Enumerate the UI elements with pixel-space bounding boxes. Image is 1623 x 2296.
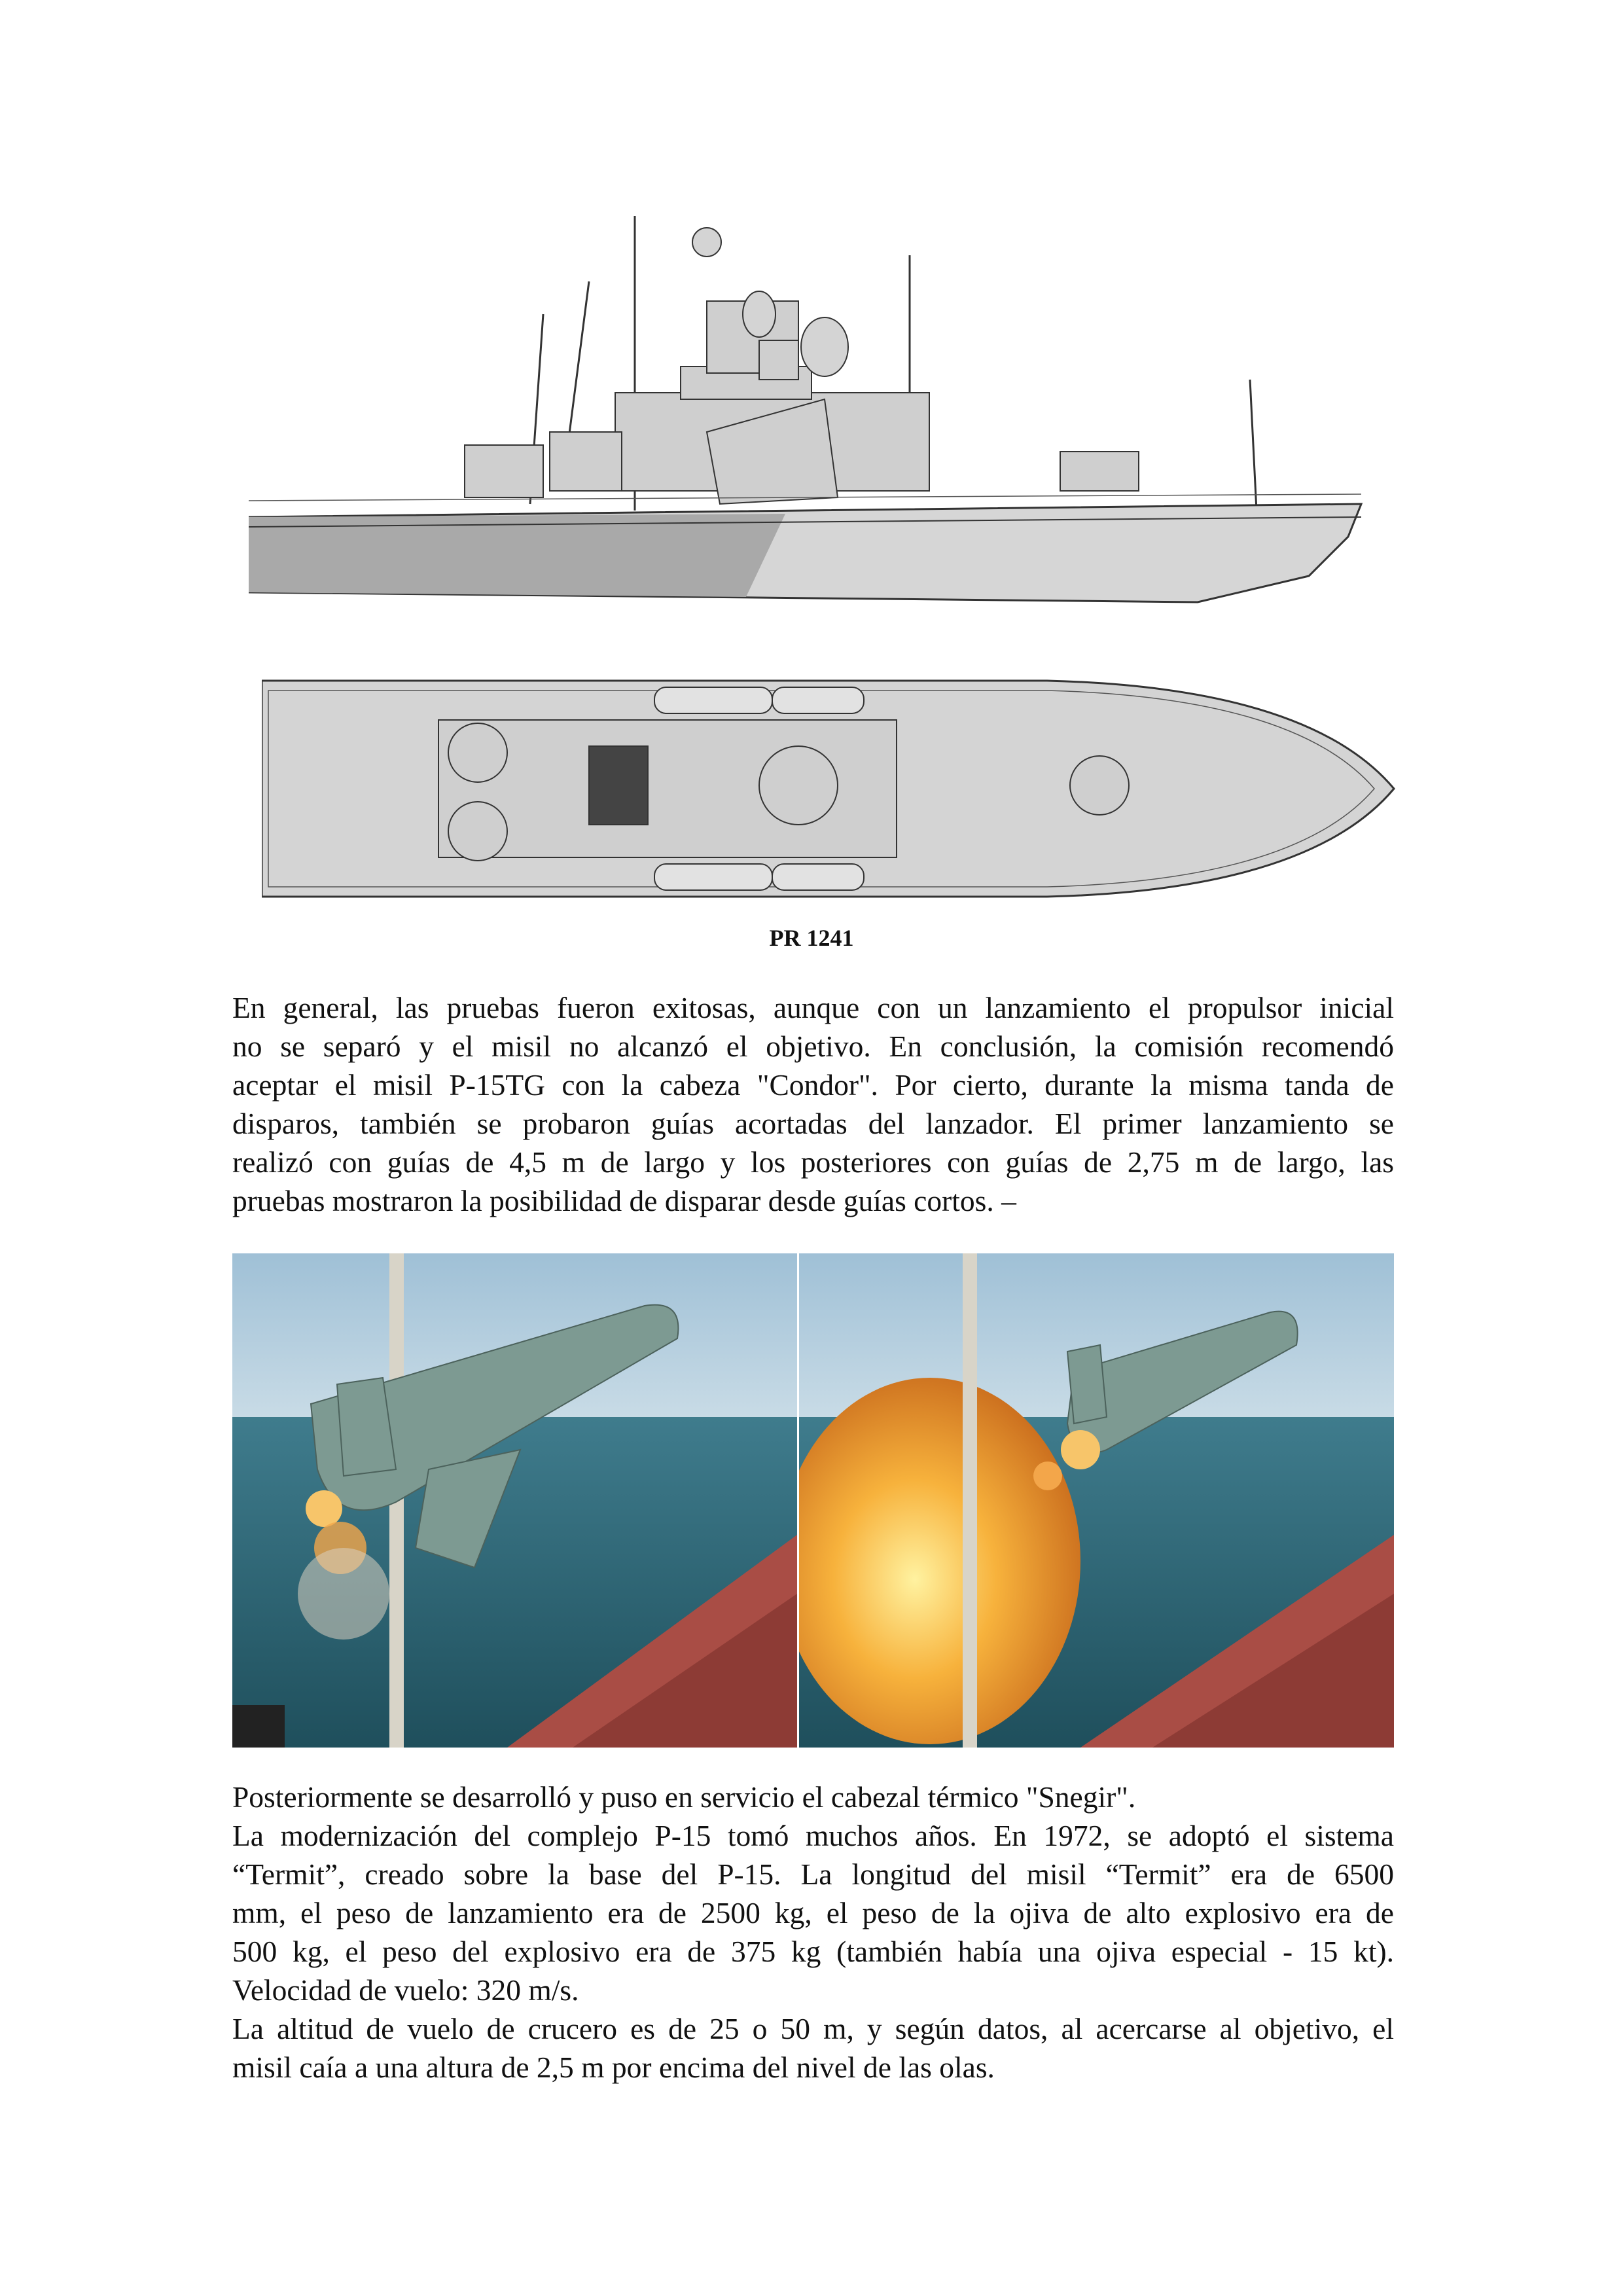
launch-photo-right [799,1253,1394,1748]
paragraph-1 [232,988,1394,1220]
ship-profile-drawing [249,196,1387,615]
paragraph-1-line: En general, las pruebas fueron exitosas, aunque con un lanzamiento el propulsor inicial [232,991,1394,1024]
profile-superstructure [465,301,1139,504]
paragraph-2-line: “Termit”, creado sobre la base del P-15. La longitud del misil “Termit” era de 6500 [232,1857,1394,1891]
paragraph-2-line: La altitud de vuelo de crucero es de 25 o 50 m, y según datos, al acercarse al objetivo, el [232,2012,1394,2045]
paragraph-2-line: Posteriormente se desarrolló y puso en servicio el cabezal térmico "Snegir". [232,1780,1136,1814]
paragraph-2 [232,1778,1394,2087]
paragraph-2-line: La modernización del complejo P-15 tomó muchos años. En 1972, se adoptó el sistema [232,1819,1394,1852]
paragraph-1-line: realizó con guías de 4,5 m de largo y los posteriores con guías de 2,75 m de largo, las [232,1145,1394,1179]
paragraph-2-line: mm, el peso de lanzamiento era de 2500 kg, el peso de la ojiva de alto explosivo era de [232,1896,1394,1929]
paragraph-1-line: disparos, también se probaron guías acortadas del lanzador. El primer lanzamiento se [232,1107,1394,1140]
paragraph-2-line: 500 kg, el peso del explosivo era de 375 kg (también había una ojiva especial - 15 kt). [232,1935,1394,1968]
paragraph-1-line: no se separó y el misil no alcanzó el objetivo. En conclusión, la comisión recomendó [232,1030,1394,1063]
figure-caption: PR 1241 [769,925,854,951]
paragraph-1-line: pruebas mostraron la posibilidad de disparar desde guías cortos. – [232,1184,1016,1217]
ship-plan-drawing [262,661,1400,916]
profile-hull [249,494,1361,602]
launch-photo-left [232,1253,797,1748]
paragraph-2-line: Velocidad de vuelo: 320 m/s. [232,1973,579,2007]
paragraph-2-line: misil caía a una altura de 2,5 m por encima del nivel de las olas. [232,2051,995,2084]
paragraph-1-line: aceptar el misil P-15TG con la cabeza "Condor". Por cierto, durante la misma tanda de [232,1068,1394,1102]
